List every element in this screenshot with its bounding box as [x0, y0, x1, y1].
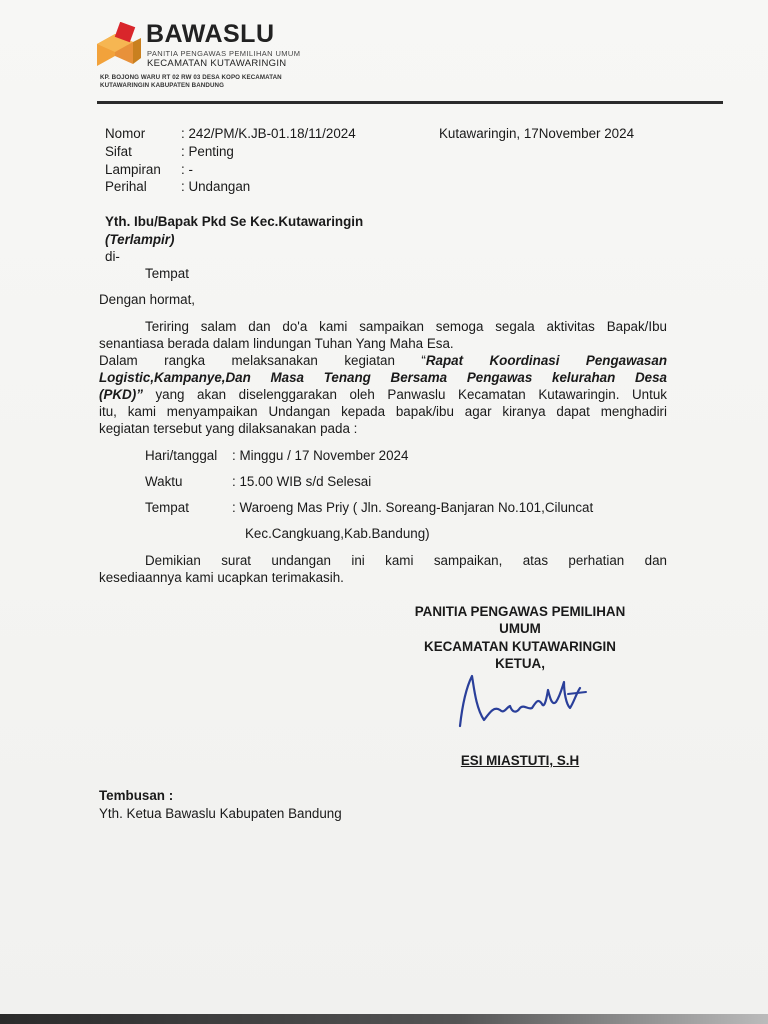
lampiran-value: : - — [181, 162, 193, 177]
sifat-value: : Penting — [181, 144, 234, 159]
lampiran-label: Lampiran — [105, 162, 161, 177]
tempat-value1: : Waroeng Mas Priy ( Jln. Soreang-Banjaran No.101,Ciluncat — [232, 500, 594, 515]
sifat-label: Sifat — [105, 144, 132, 159]
page-bottom-edge — [0, 1014, 768, 1024]
greeting: Dengan hormat, — [99, 292, 196, 307]
p2-line4: itu, kami menyampaikan Undangan kepada bapak/ibu agar kiranya dapat menghadiri — [99, 404, 667, 419]
hari-label: Hari/tanggal — [145, 448, 218, 463]
recipient-line3: di- — [105, 249, 120, 264]
address-line1: KP. BOJONG WARU RT 02 RW 03 DESA KOPO KECAMATAN — [100, 74, 282, 81]
tembusan-label: Tembusan : — [99, 788, 174, 803]
p1-line1: Teriring salam dan do'a kami sampaikan semoga segala aktivitas Bapak/Ibu — [145, 319, 667, 334]
handwritten-signature — [450, 668, 600, 734]
p2-line3-a: (PKD)” — [99, 387, 143, 402]
nomor-label: Nomor — [105, 126, 146, 141]
tempat-label: Tempat — [145, 500, 189, 515]
signature-line4: KETUA, — [495, 656, 545, 671]
waktu-value: : 15.00 WIB s/d Selesai — [232, 474, 372, 489]
perihal-label: Perihal — [105, 179, 147, 194]
org-name: BAWASLU — [146, 20, 275, 48]
p2-line3 — [99, 386, 667, 403]
hari-value: : Minggu / 17 November 2024 — [232, 448, 409, 463]
org-sub1: PANITIA PENGAWAS PEMILIHAN UMUM — [147, 49, 301, 58]
closing-line2: kesediaannya kami ucapkan terimakasih. — [99, 570, 344, 585]
p2-line3-b: yang akan diselenggarakan oleh Panwaslu Kecamatan Kutawaringin. Untuk — [142, 387, 667, 402]
p2-line2: Logistic,Kampanye,Dan Masa Tenang Bersama Pengawas kelurahan Desa — [99, 370, 667, 385]
signature-line2: UMUM — [499, 621, 541, 636]
letterhead-divider — [97, 101, 723, 104]
tembusan-item: Yth. Ketua Bawaslu Kabupaten Bandung — [99, 806, 342, 821]
recipient-line4: Tempat — [145, 266, 189, 281]
p2-line1 — [99, 352, 667, 369]
place-date: Kutawaringin, 17November 2024 — [439, 126, 635, 141]
address-line2: KUTAWARINGIN KABUPATEN BANDUNG — [100, 82, 224, 89]
bawaslu-logo-icon — [93, 22, 145, 70]
signature-line3: KECAMATAN KUTAWARINGIN — [424, 639, 616, 654]
perihal-value: : Undangan — [181, 179, 251, 194]
nomor-value: : 242/PM/K.JB-01.18/11/2024 — [181, 126, 356, 141]
org-sub2: KECAMATAN KUTAWARINGIN — [147, 58, 287, 69]
recipient-line1: Yth. Ibu/Bapak Pkd Se Kec.Kutawaringin — [105, 214, 364, 229]
p1-line2: senantiasa berada dalam lindungan Tuhan Yang Maha Esa. — [99, 336, 454, 351]
waktu-label: Waktu — [145, 474, 183, 489]
closing-line1: Demikian surat undangan ini kami sampaikan, atas perhatian dan — [145, 553, 667, 568]
signature-line1: PANITIA PENGAWAS PEMILIHAN — [414, 604, 626, 619]
recipient-line2: (Terlampir) — [105, 232, 175, 247]
p2-line5: kegiatan tersebut yang dilaksanakan pada : — [99, 421, 358, 436]
p2-line1-b: Rapat Koordinasi Pengawasan — [425, 353, 668, 368]
signatory-name: ESI MIASTUTI, S.H — [460, 753, 580, 768]
p2-line1-a: Dalam rangka melaksanakan kegiatan “ — [99, 353, 426, 368]
tempat-value2: Kec.Cangkuang,Kab.Bandung) — [245, 526, 430, 541]
